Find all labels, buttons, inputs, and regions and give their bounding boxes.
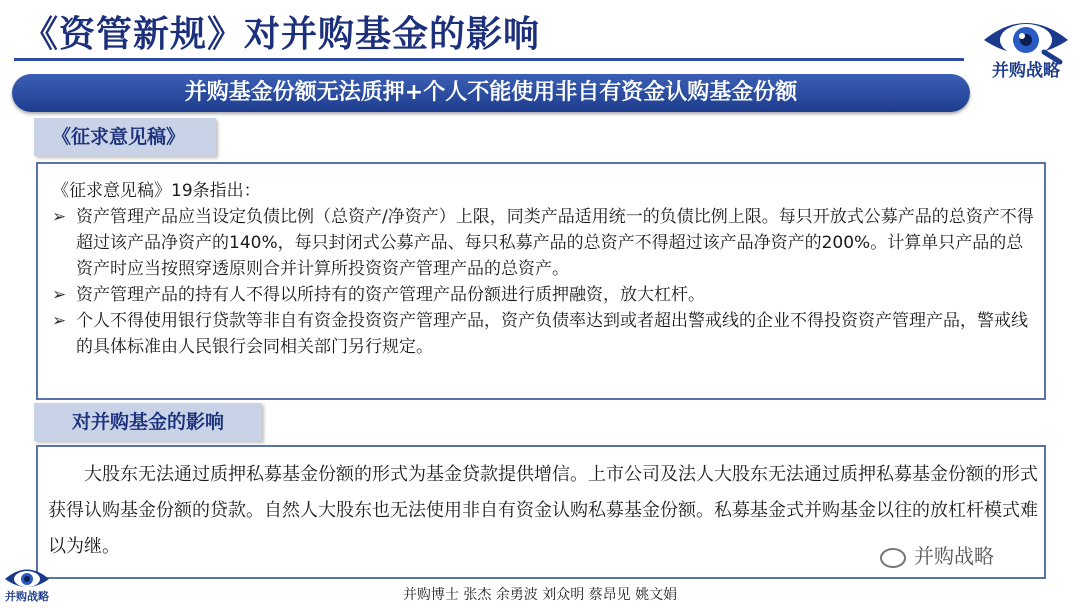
draft-content-box: [36, 162, 1046, 400]
wechat-watermark: 并购战略: [880, 540, 994, 569]
draft-points-list: [52, 204, 1034, 360]
wechat-icon: [880, 548, 906, 568]
headline-banner: 并购基金份额无法质押+个人不能使用非自有资金认购基金份额: [12, 74, 970, 112]
title-underline: [14, 58, 964, 61]
draft-intro: 《征求意见稿》19条指出：: [52, 181, 261, 201]
arrow-bullet-icon: ➢: [52, 311, 67, 331]
arrow-bullet-icon: ➢: [52, 285, 67, 305]
logo-text: 并购战略: [992, 61, 1060, 81]
list-item: ➢ 资产管理产品应当设定负债比例（总资产/净资产）上限，同类产品适用统一的负债比例上限。每只开放式公募产品的总资产不得超过该产品净资产的140%，每只封闭式公募产品、每只私募产品的总资产不得超过该产品净资产的200%。计算单只产品的总资产时应当按照穿透原则合并计算所投资资产管理产品的总资产。: [52, 204, 1034, 282]
logo-small-text: 并购战略: [5, 590, 49, 603]
arrow-bullet-icon: ➢: [52, 207, 67, 227]
impact-paragraph: 大股东无法通过质押私募基金份额的形式为基金贷款提供增信。上市公司及法人大股东无法通过质押私募基金份额的形式获得认购基金份额的贷款。自然人大股东也无法使用非自有资金认购私募基金份额。私募基金式并购基金以往的放杠杆模式难以为继。: [48, 464, 1038, 557]
list-item: ➢ 资产管理产品的持有人不得以所持有的资产管理产品份额进行质押融资，放大杠杆。: [52, 282, 1034, 308]
section-tag-impact: 对并购基金的影响: [34, 403, 262, 441]
author-footer: 并购博士 张杰 余勇波 刘众明 蔡昂见 姚文娟: [402, 587, 678, 603]
slide-title: 《资管新规》对并购基金的影响: [22, 14, 541, 55]
section-tag-draft: 《征求意见稿》: [34, 118, 216, 156]
list-item: ➢ 个人不得使用银行贷款等非自有资金投资资产管理产品，资产负债率达到或者超出警戒线的企业不得投资资产管理产品，警戒线的具体标准由人民银行会同相关部门另行规定。: [52, 308, 1034, 360]
